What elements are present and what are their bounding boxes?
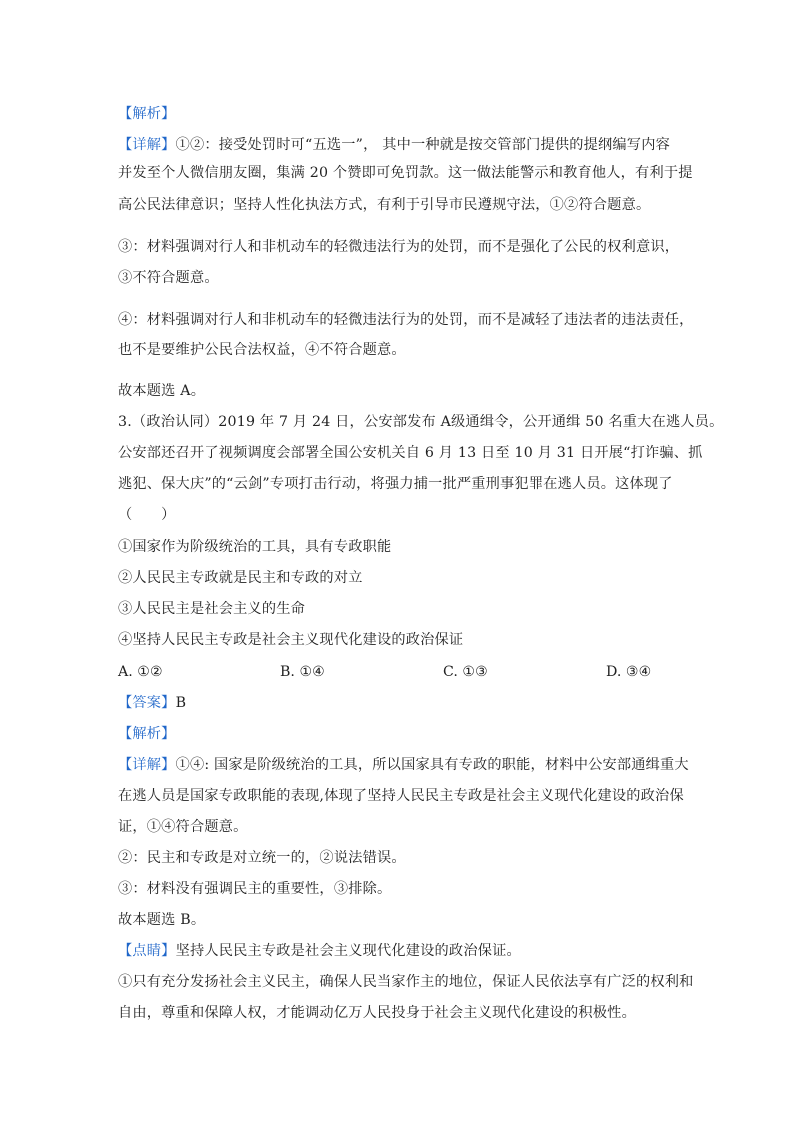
- answer-line: [118, 693, 186, 713]
- analysis-label: 【解析】: [118, 726, 176, 742]
- answer-label: 【答案】: [118, 695, 176, 711]
- option-c: C. ①③: [443, 664, 488, 680]
- option-d: D. ③④: [606, 664, 652, 680]
- paragraph-line: ①只有充分发扬社会主义民主，确保人民当家作主的地位，保证人民依法享有广泛的权利和: [118, 974, 694, 990]
- paragraph-line: ③不符合题意。: [118, 270, 219, 286]
- option-a: A. ①②: [118, 664, 163, 680]
- paragraph-line: ④：材料强调对行人和非机动车的轻微违法行为的处罚，而不是减轻了违法者的违法责任，: [118, 312, 694, 328]
- paragraph-line: ③：材料没有强调民主的重要性，③排除。: [118, 881, 392, 897]
- key-point-text: 坚持人民民主专政是社会主义现代化建设的政治保证。: [175, 943, 521, 959]
- detail-label: 【详解】: [118, 137, 176, 153]
- statement-item: ③人民民主是社会主义的生命: [118, 601, 306, 617]
- paragraph-line: ①④: 国家是阶级统治的工具，所以国家具有专政的职能，材料中公安部通缉重大: [175, 757, 689, 773]
- paragraph-line: 并发至个人微信朋友圈，集满 20 个赞即可免罚款。这一做法能警示和教育他人，有利于提: [118, 165, 693, 181]
- option-b: B. ①④: [280, 664, 325, 680]
- conclusion-text: 故本题选 A。: [118, 383, 206, 399]
- question-stem-line: 公安部还召开了视频调度会部署全国公安机关自 6 月 13 日至 10 月 31 日开展“打诈骗、抓: [118, 445, 703, 461]
- detail-line: [118, 755, 689, 775]
- question-stem-line: 3.（政治认同）2019 年 7 月 24 日，公安部发布 A级通缉令，公开通缉 50 名重大在逃人员。: [118, 414, 724, 430]
- key-point-label: 【点睛】: [118, 943, 176, 959]
- statement-item: ②人民民主专政就是民主和专政的对立: [118, 570, 363, 586]
- paragraph-line: 高公民法律意识；坚持人性化执法方式，有利于引导市民遵规守法，①②符合题意。: [118, 197, 651, 213]
- analysis-label: 【解析】: [118, 106, 176, 122]
- statement-item: ①国家作为阶级统治的工具，具有专政职能: [118, 539, 392, 555]
- conclusion-text: 故本题选 B。: [118, 912, 206, 928]
- paragraph-line: ①②：接受处罚时可“五选一”， 其中一种就是按交管部门提供的提纲编写内容: [175, 137, 670, 153]
- question-stem-line: （ ）: [118, 507, 176, 523]
- paragraph-line: 在逃人员是国家专政职能的表现,体现了坚持人民民主专政是社会主义现代化建设的政治保: [118, 788, 684, 804]
- paragraph-line: 自由，尊重和保障人权，才能调动亿万人民投身于社会主义现代化建设的积极性。: [118, 1005, 636, 1021]
- detail-line: [118, 135, 670, 155]
- question-stem-line: 逃犯、保大庆”的“云剑”专项打击行动，将强力捕一批严重刑事犯罪在逃人员。这体现了: [118, 476, 673, 492]
- detail-label: 【详解】: [118, 757, 176, 773]
- paragraph-line: 证，①④符合题意。: [118, 819, 248, 835]
- paragraph-line: ③：材料强调对行人和非机动车的轻微违法行为的处罚，而不是强化了公民的权利意识，: [118, 239, 680, 255]
- statement-item: ④坚持人民民主专政是社会主义现代化建设的政治保证: [118, 632, 464, 648]
- paragraph-line: 也不是要维护公民合法权益，④不符合题意。: [118, 342, 406, 358]
- key-point-line: [118, 941, 521, 961]
- answer-value: B: [175, 695, 187, 711]
- paragraph-line: ②：民主和专政是对立统一的，②说法错误。: [118, 850, 406, 866]
